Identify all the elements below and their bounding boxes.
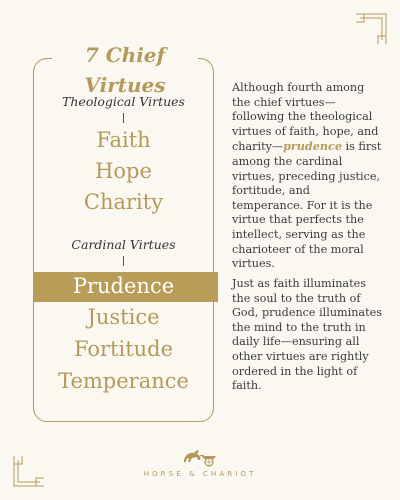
virtue-prudence: Prudence <box>72 274 175 298</box>
brand-logo <box>0 446 400 478</box>
cardinal-heading: Cardinal Virtues <box>71 237 176 252</box>
virtue-charity: Charity <box>83 190 164 214</box>
horse-chariot-icon <box>178 446 222 468</box>
divider-tick <box>123 256 124 266</box>
corner-ornament-top-right <box>354 12 388 46</box>
paragraph-1 <box>232 81 382 272</box>
virtue-temperance: Temperance <box>58 369 189 393</box>
paragraph-1-start: Although fourth among the chief virtues—following the theological virtues of faith, hope, and charity— <box>232 81 379 154</box>
paragraph-1-end: is first among the cardinal virtues, preceding justice, fortitude, and temperance. For it is the virtue that perfects the intellect, serving as the charioteer of the moral virtues. <box>232 140 382 271</box>
panel-title: 7 Chief Virtues <box>52 40 198 70</box>
prudence-emphasis: prudence <box>283 139 342 154</box>
virtue-justice: Justice <box>87 305 160 329</box>
paragraph-2: Just as faith illuminates the soul to the truth of God, prudence illuminates the mind to the truth in daily life—ensuring all other virtues are rightly ordered in the light of faith. <box>232 277 382 393</box>
theological-heading: Theological Virtues <box>62 94 185 109</box>
brand-name: HORSE & CHARIOT <box>143 469 257 478</box>
virtue-faith: Faith <box>96 128 151 152</box>
virtue-hope: Hope <box>95 159 152 183</box>
divider-tick <box>123 113 124 123</box>
virtue-fortitude: Fortitude <box>73 337 174 361</box>
